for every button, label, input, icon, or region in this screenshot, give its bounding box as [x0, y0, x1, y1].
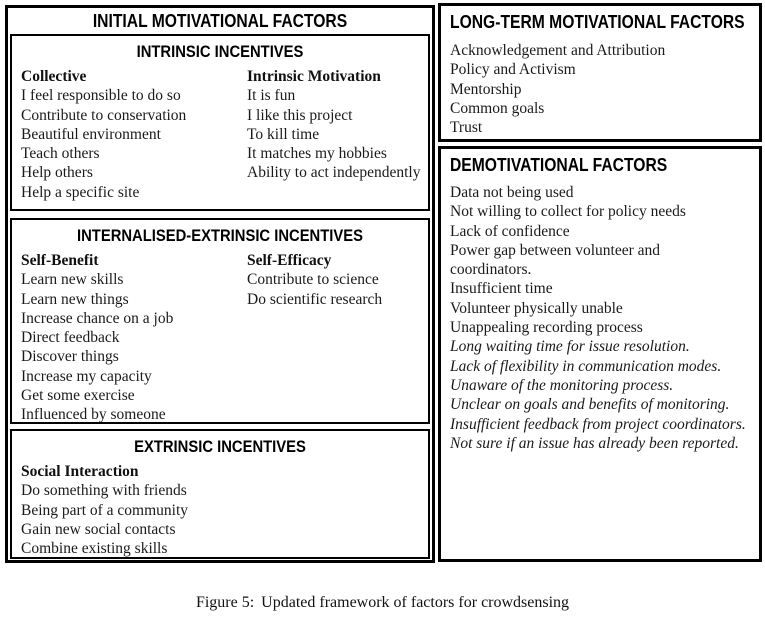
self-efficacy-header: Self-Efficacy: [247, 252, 332, 269]
factor-item: Unaware of the monitoring process.: [450, 376, 674, 394]
self-benefit-column: [21, 251, 247, 424]
factor-item: Increase my capacity: [21, 367, 152, 385]
factor-item: Unappealing recording process: [450, 319, 643, 337]
factor-item: Insufficient feedback from project coordinators.: [450, 415, 746, 433]
factor-item: Teach others: [21, 145, 100, 163]
long-term-motivational-factors-box: [438, 3, 762, 142]
initial-motivational-factors-title: INITIAL MOTIVATIONAL FACTORS: [92, 11, 348, 31]
demotivational-items-italic: [450, 337, 753, 453]
factor-item: Direct feedback: [21, 329, 120, 347]
factor-item: Increase chance on a job: [21, 309, 174, 327]
factor-item: Learn new things: [21, 290, 129, 308]
factor-item: Ability to act independently: [247, 164, 421, 182]
collective-items: [21, 86, 247, 202]
long-term-motivational-factors-title: LONG-TERM MOTIVATIONAL FACTORS: [450, 12, 745, 32]
factor-item: Not sure if an issue has already been reported.: [450, 434, 739, 452]
factor-item: Unclear on goals and benefits of monitoring.: [450, 396, 730, 414]
factor-item: Gain new social contacts: [21, 520, 176, 538]
figure-caption-label: Figure 5:: [195, 594, 255, 611]
intrinsic-motivation-items: [247, 86, 422, 182]
factor-item: Data not being used: [450, 184, 574, 201]
factor-item: Power gap between volunteer and coordinators.: [450, 241, 661, 279]
factor-item: Combine existing skills: [21, 540, 168, 558]
self-efficacy-column: [247, 251, 422, 424]
figure-caption: [0, 593, 765, 613]
factor-item: Lack of flexibility in communication modes.: [450, 357, 722, 375]
intrinsic-incentives-columns: [12, 67, 428, 202]
factor-item: Beautiful environment: [21, 125, 161, 143]
factor-item: I feel responsible to do so: [21, 87, 181, 105]
factor-item: Do scientific research: [247, 290, 383, 308]
self-benefit-items: [21, 270, 247, 424]
factor-item: To kill time: [247, 125, 320, 143]
initial-motivational-factors-box: [5, 5, 435, 563]
factor-item: Mentorship: [450, 80, 522, 98]
self-efficacy-items: [247, 270, 422, 309]
demotivational-factors-title: DEMOTIVATIONAL FACTORS: [450, 155, 668, 175]
factor-item: Trust: [450, 119, 483, 137]
factor-item: Volunteer physically unable: [450, 299, 623, 317]
factor-item: Common goals: [450, 99, 545, 117]
factor-item: Contribute to science: [247, 271, 379, 289]
figure-caption-text: Updated framework of factors for crowdsensing: [261, 594, 570, 611]
self-benefit-header: Self-Benefit: [21, 252, 99, 269]
factor-item: Long waiting time for issue resolution.: [450, 338, 690, 356]
factor-item: Acknowledgement and Attribution: [450, 42, 666, 59]
social-interaction-items: [21, 481, 247, 558]
intrinsic-motivation-column: [247, 67, 422, 202]
factor-item: Do something with friends: [21, 482, 187, 500]
collective-header: Collective: [21, 68, 87, 85]
factor-item: It is fun: [247, 87, 296, 105]
factor-item: Help others: [21, 164, 93, 182]
factor-item: Being part of a community: [21, 501, 189, 519]
demotivational-items-regular: [450, 183, 753, 337]
factor-item: Contribute to conservation: [21, 106, 187, 124]
factor-item: Lack of confidence: [450, 222, 570, 240]
factor-item: It matches my hobbies: [247, 145, 387, 163]
factor-item: Learn new skills: [21, 271, 124, 289]
internalised-extrinsic-incentives-box: [10, 218, 430, 424]
factor-item: Not willing to collect for policy needs: [450, 203, 686, 221]
internalised-extrinsic-columns: [12, 251, 428, 424]
extrinsic-incentives-title: EXTRINSIC INCENTIVES: [134, 437, 306, 456]
factor-item: I like this project: [247, 106, 353, 124]
demotivational-factors-box: [438, 146, 762, 562]
factor-item: Influenced by someone: [21, 406, 166, 424]
social-interaction-header: Social Interaction: [21, 463, 139, 480]
extrinsic-incentives-box: [10, 429, 430, 559]
collective-column: [21, 67, 247, 202]
intrinsic-incentives-box: [10, 34, 430, 211]
intrinsic-incentives-title: INTRINSIC INCENTIVES: [136, 42, 304, 61]
long-term-items: [450, 41, 753, 137]
intrinsic-motivation-header: Intrinsic Motivation: [247, 68, 381, 85]
internalised-extrinsic-incentives-title: INTERNALISED-EXTRINSIC INCENTIVES: [77, 226, 363, 245]
factor-item: Policy and Activism: [450, 61, 576, 79]
factor-item: Discover things: [21, 348, 119, 366]
factor-item: Help a specific site: [21, 183, 140, 201]
extrinsic-columns: [12, 462, 428, 558]
social-interaction-column: [21, 462, 247, 558]
factor-item: Get some exercise: [21, 387, 135, 405]
factor-item: Insufficient time: [450, 280, 553, 298]
